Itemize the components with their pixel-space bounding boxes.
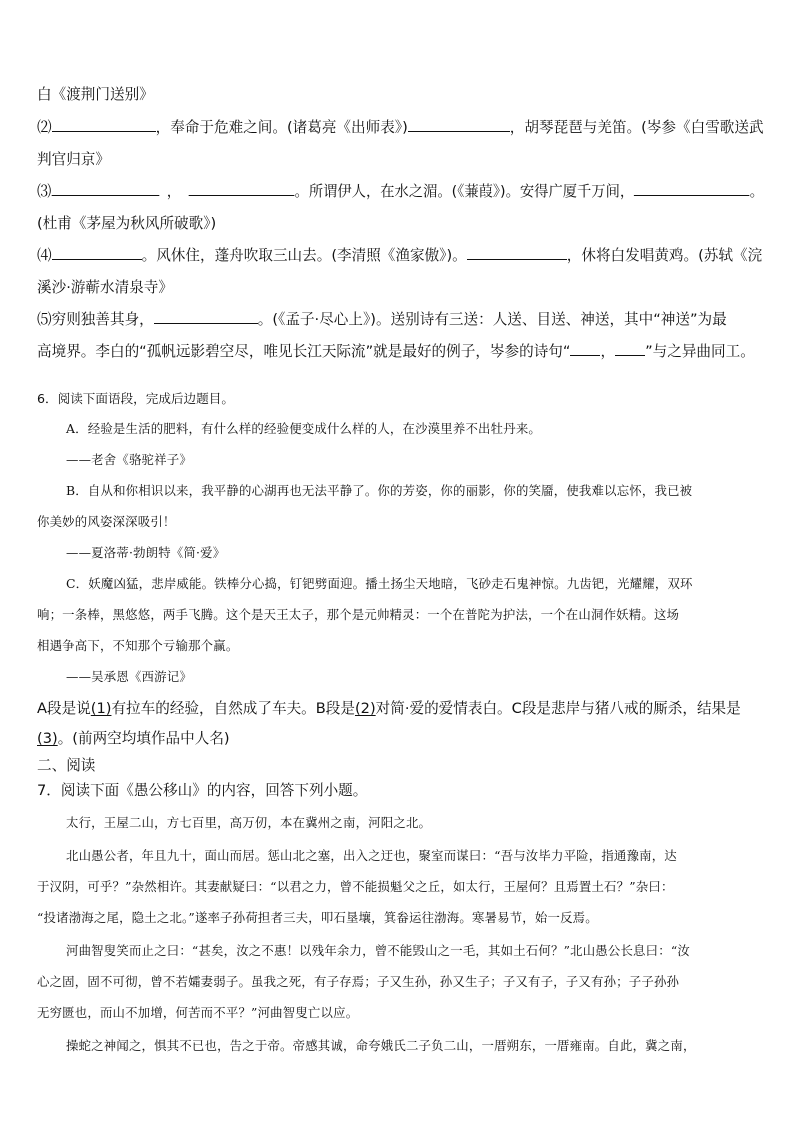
classical-text-p1: 太行，王屋二山，方七百里，高万仞，本在冀州之南，河阳之北。 xyxy=(66,815,432,830)
question-6-answer-line-1: A段是说(1)有拉车的经验，自然成了车夫。B段是(2)对简·爱的爱情表白。C段是悲岸与猪八戒的厮杀，结果是 xyxy=(37,700,741,717)
question-6-answer-line-2: (3)。(前两空均填作品中人名) xyxy=(37,730,230,747)
blank-3[interactable]: (3) xyxy=(37,730,58,747)
question-number: ⑷ xyxy=(37,247,52,264)
blank-field[interactable] xyxy=(570,342,600,356)
question-5-cont: 高境界。李白的“孤帆远影碧空尽，唯见长江天际流”就是最好的例子，岑参的诗句“ ， ”与之异曲同工。 xyxy=(37,343,755,360)
question-4-cont: 溪沙·游蕲水清泉寺》 xyxy=(37,279,173,296)
classical-text-p2-line-1: 北山愚公者，年且九十，面山而居。惩山北之塞，出入之迂也，聚室而谋曰：“吾与汝毕力平险，指通豫南，达 xyxy=(66,848,677,863)
passage-a-source: ——老舍《骆驼祥子》 xyxy=(66,452,192,467)
passage-c-source: ——吴承恩《西游记》 xyxy=(66,669,192,684)
blank-field[interactable] xyxy=(634,182,749,196)
blank-field[interactable] xyxy=(615,342,645,356)
passage-b-source: ——夏洛蒂·勃朗特《简·爱》 xyxy=(66,545,226,560)
blank-field[interactable] xyxy=(52,118,156,132)
poem-line-1: 白《渡荆门送别》 xyxy=(37,86,154,103)
passage-c-line-3: 相遇争高下，不知那个亏输那个赢。 xyxy=(37,638,239,653)
blank-1[interactable]: (1) xyxy=(90,700,112,717)
passage-b-line-2: 你美妙的风姿深深吸引！ xyxy=(37,514,176,529)
classical-text-p3-line-1: 河曲智叟笑而止之曰：“甚矣，汝之不惠！以残年余力，曾不能毁山之一毛，其如土石何？”北山愚公长息曰：“汝 xyxy=(66,943,690,958)
blank-field[interactable] xyxy=(189,182,295,196)
question-number: ⑵ xyxy=(37,119,52,136)
section-heading: 二、阅读 xyxy=(37,757,96,774)
question-3-cont: (杜甫《茅屋为秋风所破歌》) xyxy=(37,215,217,232)
classical-text-p3-line-3: 无穷匮也，而山不加增，何苦而不平？”河曲智叟亡以应。 xyxy=(37,1005,359,1020)
passage-b-line-1: B．自从和你相识以来，我平静的心湖再也无法平静了。你的芳姿，你的丽影，你的笑靥，使我难以忘怀，我已被 xyxy=(66,483,693,498)
blank-field[interactable] xyxy=(51,182,159,196)
blank-field[interactable] xyxy=(154,310,258,324)
question-number: ⑶ xyxy=(37,183,52,200)
classical-text-p3-line-2: 心之固，固不可彻，曾不若孀妻弱子。虽我之死，有子存焉；子又生孙，孙又生子；子又有子，子又有孙；子子孙孙 xyxy=(37,974,680,989)
question-2: ⑵ ，奉命于危难之间。(诸葛亮《出师表》) ，胡琴琵琶与羌笛。(岑参《白雪歌送武 xyxy=(37,119,764,136)
blank-field[interactable] xyxy=(408,118,510,132)
question-2-cont: 判官归京》 xyxy=(37,151,110,168)
passage-c-line-2: 响；一条棒，黑悠悠，两手飞腾。这个是天王太子，那个是元帅精灵：一个在普陀为护法，一个在山洞作妖精。这场 xyxy=(37,607,680,622)
question-4: ⑷ 。风休住，蓬舟吹取三山去。(李清照《渔家傲》)。 ，休将白发唱黄鸡。(苏轼《浣 xyxy=(37,247,763,264)
classical-text-p2-line-2: 于汉阴，可乎？”杂然相许。其妻献疑曰：“以君之力，曾不能损魁父之丘，如太行，王屋何？且焉置土石？”杂曰： xyxy=(37,879,674,894)
question-3: ⑶ ， 。所谓伊人，在水之湄。(《蒹葭》)。安得广厦千万间， 。 xyxy=(37,183,764,200)
blank-field[interactable] xyxy=(52,246,142,260)
passage-c-line-1: C．妖魔凶猛，悲岸威能。铁棒分心捣，钉钯劈面迎。播土扬尘天地暗，飞砂走石鬼神惊。九齿钯，光耀耀，双环 xyxy=(66,576,693,591)
passage-a: A．经验是生活的肥料，有什么样的经验便变成什么样的人，在沙漠里养不出牡丹来。 xyxy=(66,421,542,436)
classical-text-p2-line-3: “投诸渤海之尾，隐土之北。”遂率子孙荷担者三夫，叩石垦壤，箕畚运往渤海。寒暑易节，始一反焉。 xyxy=(37,910,598,925)
question-5: ⑸穷则独善其身， 。(《孟子·尽心上》)。送别诗有三送：人送、目送、神送，其中“神送”为最 xyxy=(37,311,727,328)
blank-field[interactable] xyxy=(467,246,567,260)
classical-text-p4-line-1: 操蛇之神闻之，惧其不已也，告之于帝。帝感其诚，命夸娥氏二子负二山，一厝朔东，一厝雍南。自此，冀之南， xyxy=(66,1038,696,1053)
blank-2[interactable]: (2) xyxy=(354,700,376,717)
question-7-title: 7．阅读下面《愚公移山》的内容，回答下列小题。 xyxy=(37,782,368,799)
question-number: ⑸ xyxy=(37,311,52,328)
question-6-title: 6．阅读下面语段，完成后边题目。 xyxy=(37,391,234,406)
